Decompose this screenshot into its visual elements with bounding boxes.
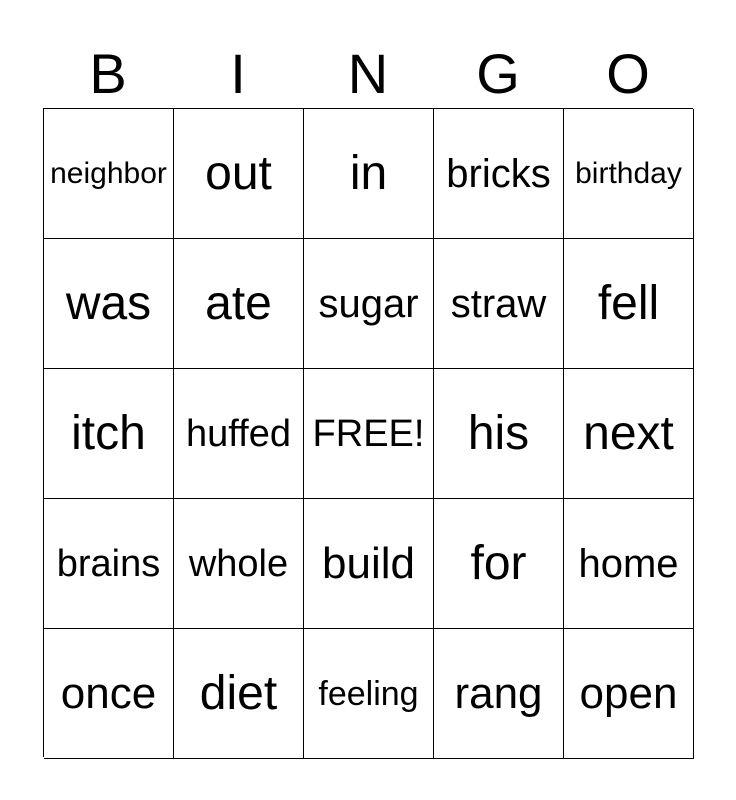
bingo-cell-free-space[interactable]: FREE! [304, 369, 434, 499]
bingo-cell[interactable]: diet [174, 629, 304, 759]
bingo-cell[interactable]: next [564, 369, 694, 499]
bingo-cell[interactable]: brains [44, 499, 174, 629]
bingo-cell[interactable]: neighbor [44, 109, 174, 239]
header-letter-o: O [606, 42, 650, 105]
header-letter-b: B [89, 42, 127, 105]
bingo-cell[interactable]: rang [434, 629, 564, 759]
bingo-cell[interactable]: sugar [304, 239, 434, 369]
bingo-cell[interactable]: once [44, 629, 174, 759]
bingo-header [43, 40, 693, 108]
bingo-cell[interactable]: birthday [564, 109, 694, 239]
header-letter-i: I [230, 42, 246, 105]
bingo-cell[interactable]: open [564, 629, 694, 759]
bingo-cell[interactable]: was [44, 239, 174, 369]
bingo-cell[interactable]: his [434, 369, 564, 499]
bingo-cell[interactable]: whole [174, 499, 304, 629]
bingo-cell[interactable]: out [174, 109, 304, 239]
bingo-cell[interactable]: fell [564, 239, 694, 369]
bingo-cell[interactable]: huffed [174, 369, 304, 499]
bingo-cell[interactable]: itch [44, 369, 174, 499]
bingo-cell[interactable]: for [434, 499, 564, 629]
bingo-cell[interactable]: build [304, 499, 434, 629]
bingo-grid [43, 108, 693, 757]
bingo-cell[interactable]: straw [434, 239, 564, 369]
header-letter-g: G [476, 42, 520, 105]
header-letter-n: N [347, 42, 389, 105]
bingo-cell[interactable]: home [564, 499, 694, 629]
bingo-cell[interactable]: in [304, 109, 434, 239]
bingo-cell[interactable]: bricks [434, 109, 564, 239]
bingo-cell[interactable]: ate [174, 239, 304, 369]
bingo-cell[interactable]: feeling [304, 629, 434, 759]
